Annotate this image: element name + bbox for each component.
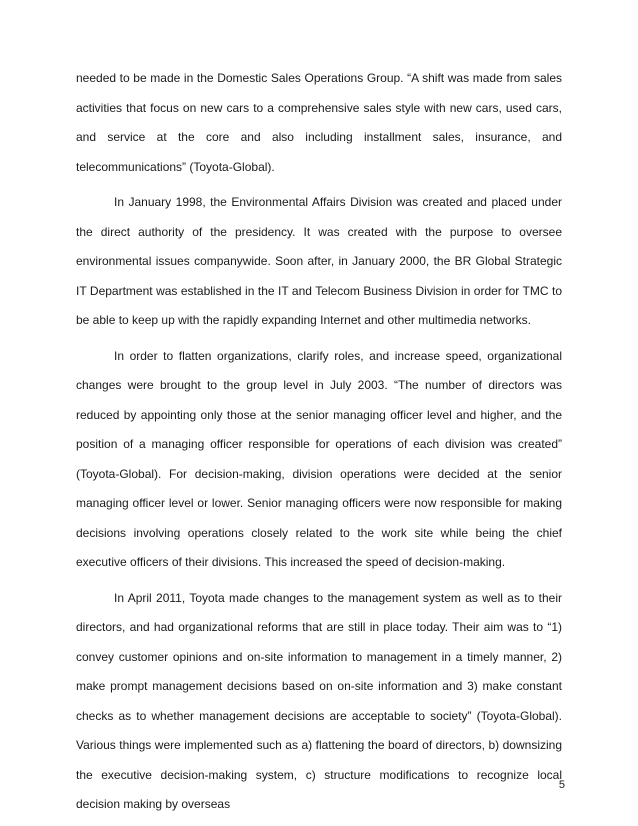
body-text [76,64,562,820]
paragraph-2: In January 1998, the Environmental Affairs Division was created and placed under the direct authority of the presidency. It was created with the purpose to oversee environmental issues companywide. Soon after, in January 2000, the BR Global Strategic IT Department was established in the IT and Telecom Business Division in order for TMC to be able to keep up with the rapidly expanding Internet and other multimedia networks. [76,195,562,327]
paragraph-3: In order to flatten organizations, clarify roles, and increase speed, organizational changes were brought to the group level in July 2003. “The number of directors was reduced by appointing only those at the senior managing officer level and higher, and the position of a managing officer responsible for operations of each division was created” (Toyota-Global). For decision-making, division operations were decided at the senior managing officer level or lower. Senior managing officers were now responsible for making decisions involving operations closely related to the work site while being the chief executive officers of their divisions. This increased the speed of decision-making. [76,348,562,569]
paragraph-1: needed to be made in the Domestic Sales Operations Group. “A shift was made from sales activities that focus on new cars to a comprehensive sales style with new cars, used cars, and service at the core and also including installment sales, insurance, and telecommunications” (Toyota-Global). [76,71,562,174]
page-number: 5 [558,779,565,791]
paragraph-4: In April 2011, Toyota made changes to the management system as well as to their directors, and had organizational reforms that are still in place today. Their aim was to “1) convey customer opinions and on-site information to management in a timely manner, 2) make prompt management decisions based on on-site information and 3) make constant checks as to whether management decisions are acceptable to society” (Toyota-Global). Various things were implemented such as a) flattening the board of directors, b) downsizing the executive decision-making system, c) structure modifications to recognize local decision making by overseas [76,590,562,811]
